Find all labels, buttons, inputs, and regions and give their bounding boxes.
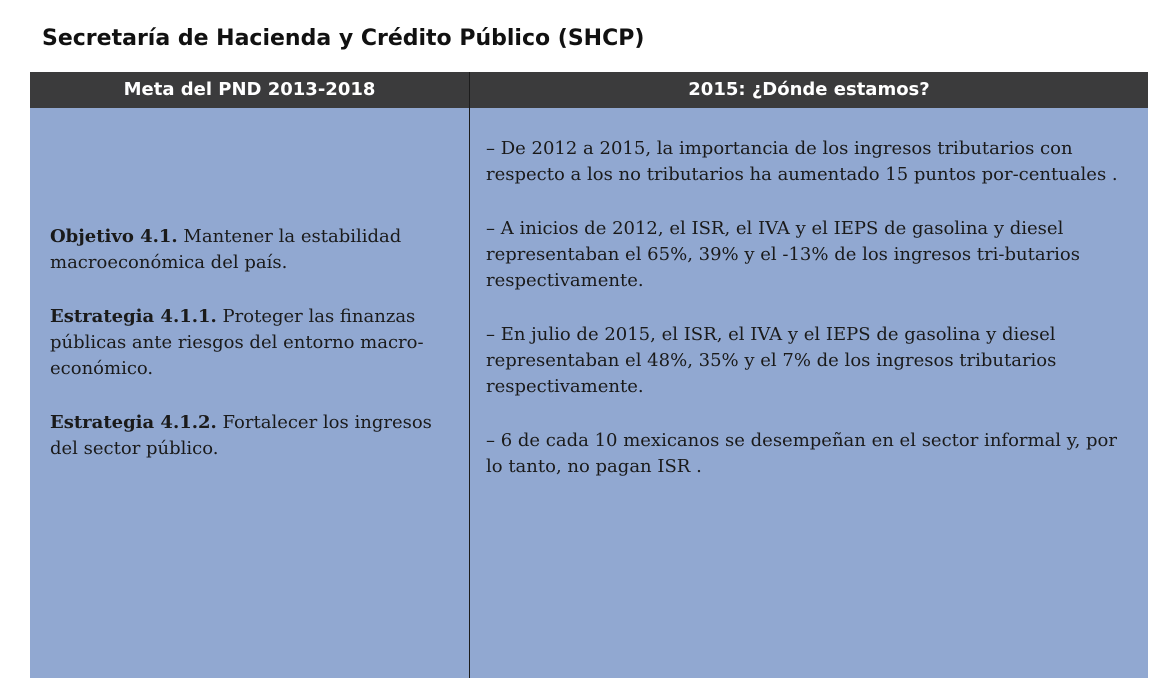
goal-lead: Estrategia 4.1.2. <box>50 412 217 433</box>
goal-lead: Estrategia 4.1.1. <box>50 306 217 327</box>
header-goal: Meta del PND 2013-2018 <box>123 79 376 100</box>
goal-text: Proteger las finanzas públicas ante riesgos del entorno macro-económico. <box>50 306 424 379</box>
goal-text: Fortalecer los ingresos del sector público. <box>50 412 432 459</box>
goals-cell <box>50 224 462 462</box>
status-cell <box>486 136 1138 480</box>
status-item: – En julio de 2015, el ISR, el IVA y el IEPS de gasolina y diesel representaban el 48%, 35% y el 7% de los ingresos tributarios respectivamente. <box>486 324 1057 397</box>
goal-objective-4-1 <box>50 224 462 276</box>
status-item: – A inicios de 2012, el ISR, el IVA y el IEPS de gasolina y diesel representaban el 65%, 39% y el -13% de los ingresos tri-butarios respectivamente. <box>486 218 1080 291</box>
pnd-table <box>30 72 1148 678</box>
status-item: – 6 de cada 10 mexicanos se desempeñan en el sector informal y, por lo tanto, no pagan ISR . <box>486 430 1117 477</box>
header-status: 2015: ¿Dónde estamos? <box>688 79 930 100</box>
goal-strategy-4-1-2 <box>50 410 462 462</box>
page-title: Secretaría de Hacienda y Crédito Público (SHCP) <box>42 26 645 51</box>
goal-text: Mantener la estabilidad macroeconómica del país. <box>50 226 402 273</box>
status-item: – De 2012 a 2015, la importancia de los ingresos tributarios con respecto a los no tributarios ha aumentado 15 puntos por-centuales . <box>486 138 1118 185</box>
goal-lead: Objetivo 4.1. <box>50 226 178 247</box>
column-divider <box>469 72 470 678</box>
table-header-row <box>30 72 1148 108</box>
goal-strategy-4-1-1 <box>50 304 462 382</box>
